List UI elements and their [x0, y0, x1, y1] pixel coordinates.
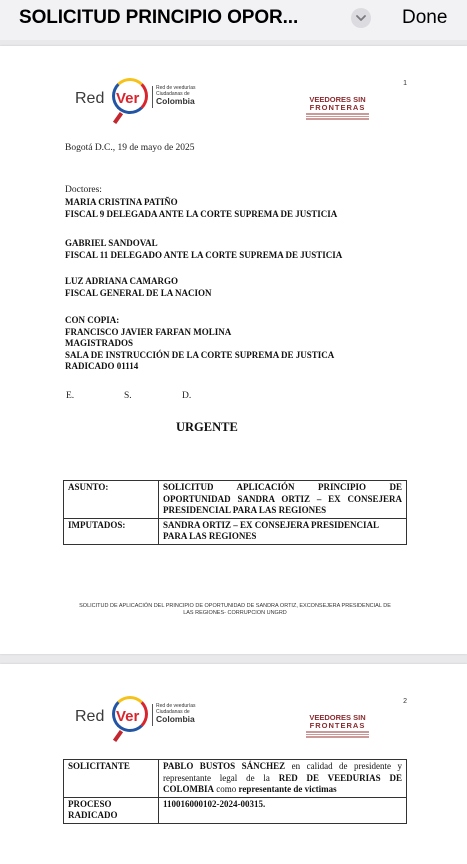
toolbar — [0, 0, 467, 40]
veedores-sin-fronteras-logo: VEEDORES SIN FRONTERAS — [300, 96, 375, 121]
recipient-block: MARIA CRISTINA PATIÑO FISCAL 9 DELEGADA ANTE LA CORTE SUPREMA DE JUSTICIA — [65, 197, 338, 219]
applicant-table — [63, 759, 407, 824]
table-row — [64, 518, 407, 544]
document-page-2 — [0, 664, 467, 864]
page-number: 1 — [403, 80, 407, 87]
chevron-down-icon — [356, 14, 366, 22]
process-label: PROCESO RADICADO — [64, 797, 159, 823]
page-number: 2 — [403, 698, 407, 705]
recipient-block: GABRIEL SANDOVAL FISCAL 11 DELEGADO ANTE LA CORTE SUPREMA DE JUSTICIA — [65, 238, 343, 260]
process-value: 110016000102-2024-00315. — [159, 797, 407, 823]
esd-e: E. — [66, 391, 75, 401]
redver-logo: Red Ver Red de veedurías Ciudadanas de Colombia — [72, 694, 212, 742]
copy-block: CON COPIA: FRANCISCO JAVIER FARFAN MOLINA MAGISTRADOS SALA DE INSTRUCCIÓN DE LA CORTE SUPREMA DE JUSTICA RADICADO 01114 — [65, 315, 335, 371]
title-menu-button[interactable] — [351, 8, 371, 28]
veedores-sin-fronteras-logo: VEEDORES SIN FRONTERAS — [300, 714, 375, 739]
recipient-block: LUZ ADRIANA CAMARGO FISCAL GENERAL DE LA NACION — [65, 276, 212, 298]
table-row — [64, 481, 407, 519]
redver-logo: Red Ver Red de veedurías Ciudadanas de Colombia — [72, 76, 212, 124]
document-page-1 — [0, 46, 467, 654]
salutation: Doctores: — [65, 185, 102, 195]
table-row — [64, 760, 407, 798]
document-title: SOLICITUD PRINCIPIO OPOR... — [19, 7, 299, 28]
subject-value: SOLICITUD APLICACIÓN PRINCIPIO DE OPORTUNIDAD SANDRA ORTIZ – EX CONSEJERA PRESIDENCIAL PARA LAS REGIONES — [159, 481, 407, 519]
defendants-label: IMPUTADOS: — [64, 518, 159, 544]
done-button[interactable]: Done — [402, 7, 448, 28]
applicant-value: PABLO BUSTOS SÁNCHEZ en calidad de presidente y representante legal de la RED DE VEEDURIAS DE COLOMBIA como representante de victimas — [159, 760, 407, 798]
subject-table — [63, 480, 407, 545]
defendants-value: SANDRA ORTIZ – EX CONSEJERA PRESIDENCIAL PARA LAS REGIONES — [159, 518, 407, 544]
page-footer: SOLICITUD DE APLICACIÓN DEL PRINCIPIO DE OPORTUNIDAD DE SANDRA ORTIZ, EXCONSEJERA PRESIDENCIAL DE LAS REGIONES- CORRUPCION UNGRD — [79, 603, 391, 616]
table-row — [64, 797, 407, 823]
applicant-label: SOLICITANTE — [64, 760, 159, 798]
urgent-heading: URGENTE — [176, 420, 238, 434]
esd-d: D. — [182, 391, 192, 401]
esd-s: S. — [124, 391, 132, 401]
subject-label: ASUNTO: — [64, 481, 159, 519]
letter-date: Bogotá D.C., 19 de mayo de 2025 — [65, 143, 195, 153]
